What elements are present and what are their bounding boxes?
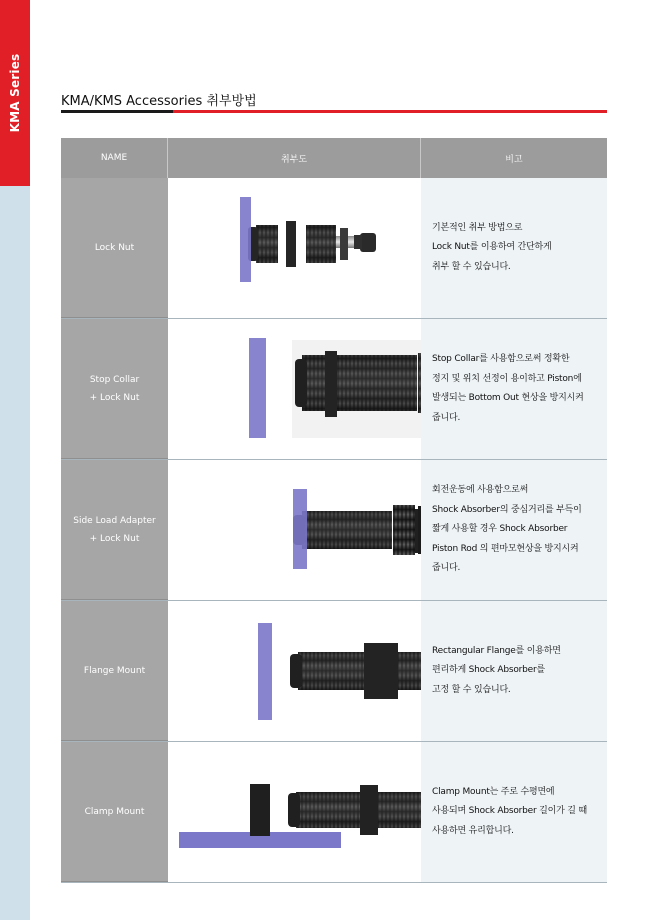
row-name-line: Stop Collar [89,374,140,385]
note-line: 줍니다. [432,563,461,574]
accessories-table [61,138,607,883]
lock-nut-illustration [168,178,421,319]
table-row [61,178,607,319]
row-name [61,601,168,741]
row-name-line: Flange Mount [83,665,146,676]
page-title: KMA/KMS Accessories 취부방법 [61,94,257,109]
row-note [421,319,607,459]
row-name-line: Lock Nut [94,242,135,253]
note-line: Lock Nut를 이용하여 간단하게 [432,242,552,253]
note-line: 짧게 사용할 경우 Shock Absorber [432,524,568,535]
note-line: Clamp Mount는 주로 수평면에 [432,786,555,797]
clamp-mount-figure [168,742,421,882]
note-line: Shock Absorber의 중심거리를 부득이 [432,504,582,515]
table-row [61,319,607,460]
row-name-line: + Lock Nut [89,392,140,403]
side-load-adapter-figure [168,460,421,600]
lock-nut-figure [168,178,421,318]
table-row [61,460,607,601]
note-line: Stop Collar를 사용함으로써 정확한 [432,354,570,364]
table-row [61,601,607,742]
note-line: 사용하면 유리합니다. [432,825,514,836]
stop-collar-illustration [168,319,421,460]
row-note [421,178,607,318]
row-name [61,460,168,600]
title-rule-dark [61,110,173,113]
table-row [61,742,607,883]
side-load-adapter-illustration [168,460,421,601]
sidebar-blue-band [0,186,30,920]
header-figure: 취부도 [168,138,421,178]
flange-mount-figure [168,601,421,741]
note-line: 고정 할 수 있습니다. [432,684,511,695]
row-note [421,742,607,882]
note-line: 편리하게 Shock Absorber를 [432,665,545,676]
header-name: NAME [61,138,168,178]
note-line: 줍니다. [432,412,461,423]
note-line: 기본적인 취부 방법으로 [432,222,523,233]
row-name [61,742,168,882]
row-name [61,319,168,459]
note-line: 정지 및 위치 선정이 용이하고 Piston에 [432,373,582,384]
clamp-mount-illustration [168,742,421,883]
note-line: 발생되는 Bottom Out 현상을 방지시켜 [432,393,584,403]
note-line: Piston Rod 의 편마모현상을 방지시켜 [432,543,579,554]
row-name-line: + Lock Nut [89,533,140,544]
table-header [61,138,607,178]
row-note [421,460,607,600]
header-note: 비고 [421,138,607,178]
note-line: Rectangular Flange를 이용하면 [432,645,561,656]
row-name-line: Side Load Adapter [73,515,156,526]
note-line: 회전운동에 사용함으로써 [432,485,529,496]
flange-mount-illustration [168,601,421,742]
stop-collar-figure [168,319,421,459]
title-rule-red [173,110,607,113]
note-line: 취부 할 수 있습니다. [432,261,511,272]
series-label: KMA Series [8,53,22,133]
row-name-line: Clamp Mount [84,806,145,817]
row-note [421,601,607,741]
row-name [61,178,168,318]
note-line: 사용되며 Shock Absorber 길이가 길 때 [432,806,587,817]
